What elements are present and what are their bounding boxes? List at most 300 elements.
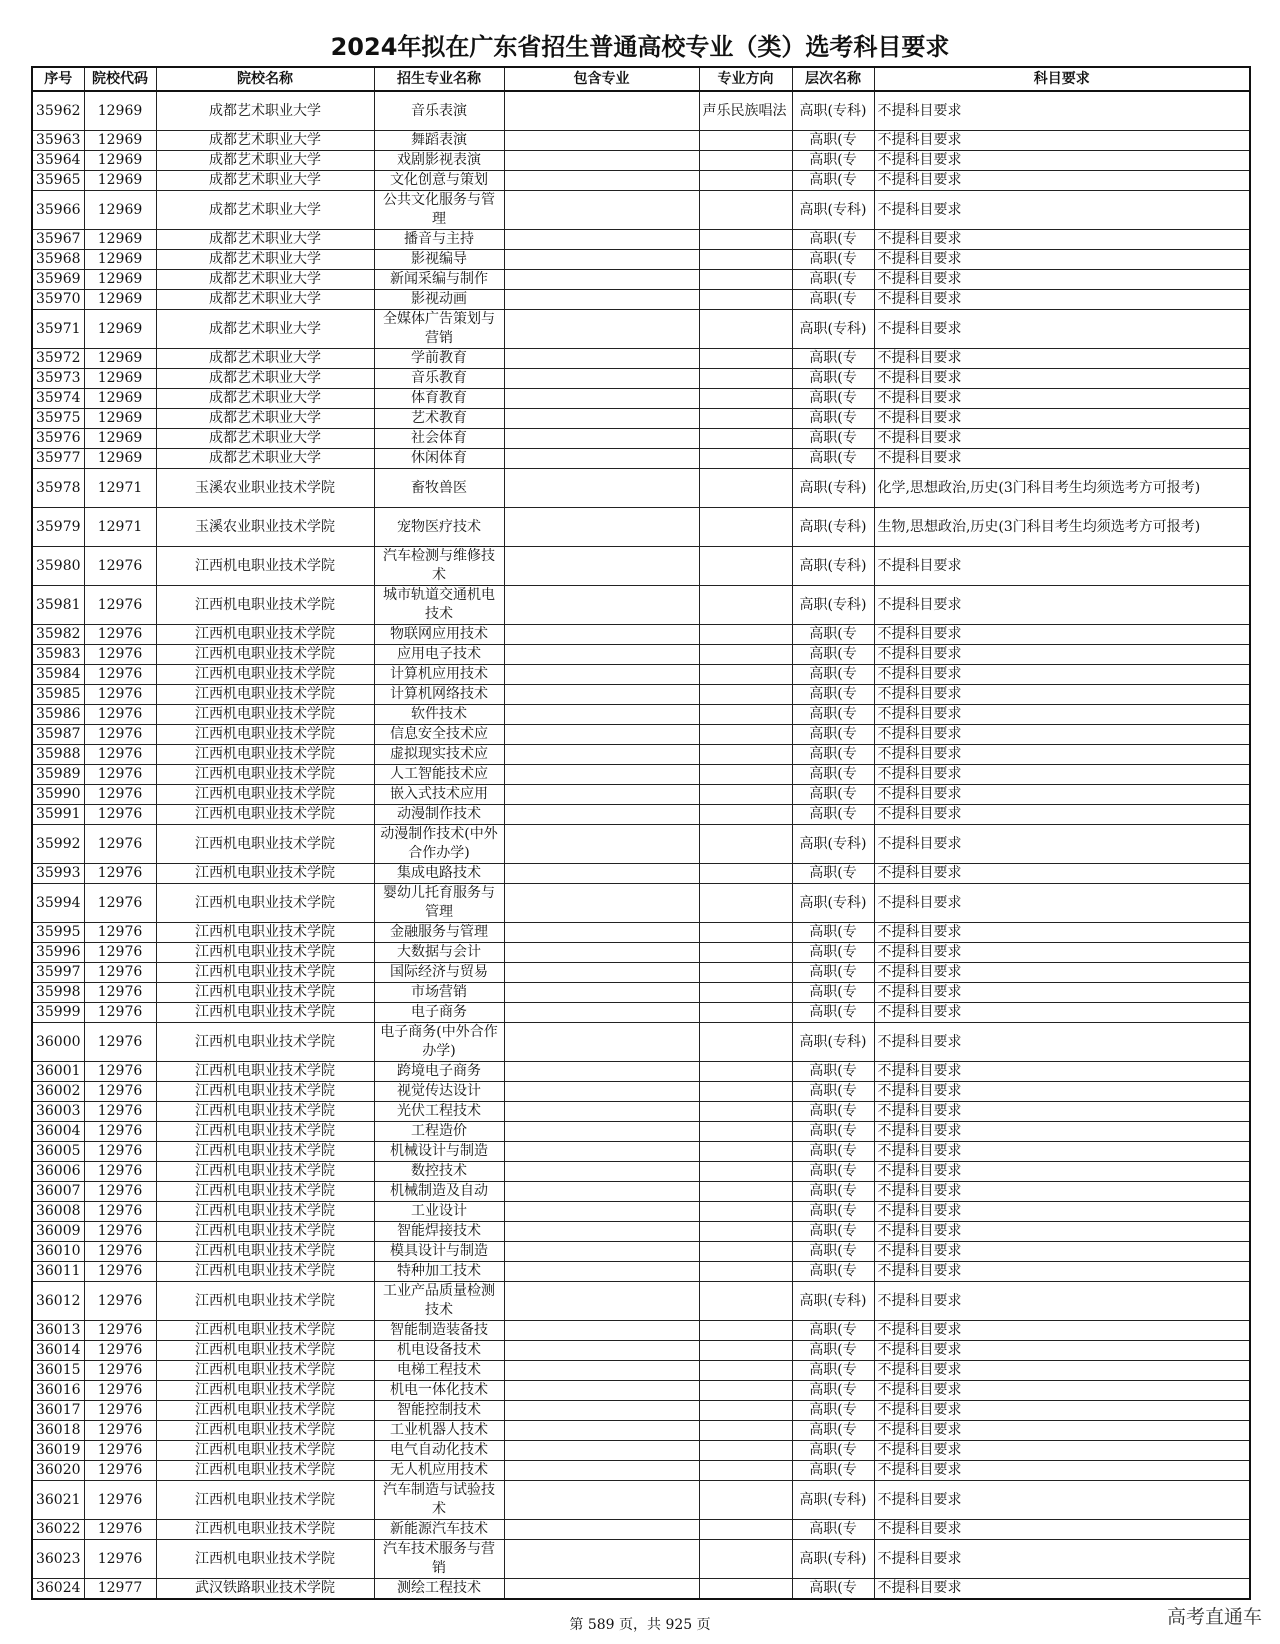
cell-subject-requirement: 不提科目要求 <box>874 705 1250 725</box>
cell-included-majors <box>504 270 699 290</box>
cell-major-direction <box>699 1202 792 1222</box>
cell-major-name: 信息安全技术应 <box>374 725 504 745</box>
cell-included-majors <box>504 923 699 943</box>
table-row <box>32 1162 1250 1182</box>
cell-seq: 35968 <box>32 250 84 270</box>
cell-seq: 36016 <box>32 1381 84 1401</box>
cell-major-name: 机电设备技术 <box>374 1341 504 1361</box>
cell-major-direction <box>699 586 792 625</box>
cell-seq: 35997 <box>32 963 84 983</box>
brand-label: 高考直通车 <box>1166 1606 1262 1628</box>
cell-seq: 35987 <box>32 725 84 745</box>
header-seq: 序号 <box>32 67 84 91</box>
cell-subject-requirement: 不提科目要求 <box>874 1162 1250 1182</box>
cell-seq: 35971 <box>32 310 84 349</box>
table-row <box>32 1461 1250 1481</box>
cell-level: 高职(专科) <box>792 191 874 230</box>
cell-major-name: 大数据与会计 <box>374 943 504 963</box>
table-row <box>32 963 1250 983</box>
cell-included-majors <box>504 805 699 825</box>
table-row <box>32 1222 1250 1242</box>
table-row <box>32 1481 1250 1520</box>
cell-seq: 35972 <box>32 349 84 369</box>
cell-subject-requirement: 不提科目要求 <box>874 1421 1250 1441</box>
cell-school-code: 12969 <box>84 171 156 191</box>
cell-seq: 35969 <box>32 270 84 290</box>
header-included-majors: 包含专业 <box>504 67 699 91</box>
cell-school-name: 成都艺术职业大学 <box>156 389 374 409</box>
cell-seq: 35975 <box>32 409 84 429</box>
cell-school-name: 江西机电职业技术学院 <box>156 943 374 963</box>
cell-major-name: 工业产品质量检测技术 <box>374 1282 504 1321</box>
cell-major-name: 畜牧兽医 <box>374 469 504 508</box>
cell-included-majors <box>504 1262 699 1282</box>
cell-subject-requirement: 不提科目要求 <box>874 409 1250 429</box>
cell-school-name: 玉溪农业职业技术学院 <box>156 469 374 508</box>
cell-school-name: 江西机电职业技术学院 <box>156 884 374 923</box>
cell-included-majors <box>504 1222 699 1242</box>
cell-major-name: 机电一体化技术 <box>374 1381 504 1401</box>
cell-major-name: 人工智能技术应 <box>374 765 504 785</box>
cell-subject-requirement: 不提科目要求 <box>874 1242 1250 1262</box>
header-school-code: 院校代码 <box>84 67 156 91</box>
cell-seq: 36017 <box>32 1401 84 1421</box>
table-row <box>32 429 1250 449</box>
cell-school-code: 12969 <box>84 131 156 151</box>
cell-major-direction <box>699 1401 792 1421</box>
cell-level: 高职(专 <box>792 1222 874 1242</box>
cell-major-name: 体育教育 <box>374 389 504 409</box>
cell-school-name: 武汉铁路职业技术学院 <box>156 1579 374 1600</box>
table-row <box>32 389 1250 409</box>
table-row <box>32 547 1250 586</box>
cell-school-code: 12976 <box>84 1182 156 1202</box>
cell-major-name: 智能制造装备技 <box>374 1321 504 1341</box>
cell-level: 高职(专 <box>792 765 874 785</box>
cell-school-name: 江西机电职业技术学院 <box>156 685 374 705</box>
cell-school-name: 江西机电职业技术学院 <box>156 745 374 765</box>
cell-school-code: 12969 <box>84 409 156 429</box>
cell-major-direction <box>699 745 792 765</box>
cell-subject-requirement: 不提科目要求 <box>874 171 1250 191</box>
cell-level: 高职(专科) <box>792 1540 874 1579</box>
cell-included-majors <box>504 1481 699 1520</box>
cell-subject-requirement: 不提科目要求 <box>874 1341 1250 1361</box>
cell-major-name: 国际经济与贸易 <box>374 963 504 983</box>
cell-subject-requirement: 不提科目要求 <box>874 884 1250 923</box>
table-row <box>32 131 1250 151</box>
cell-level: 高职(专科) <box>792 508 874 547</box>
cell-subject-requirement: 不提科目要求 <box>874 665 1250 685</box>
table-row <box>32 1122 1250 1142</box>
cell-seq: 36010 <box>32 1242 84 1262</box>
cell-major-direction <box>699 469 792 508</box>
cell-subject-requirement: 不提科目要求 <box>874 1062 1250 1082</box>
cell-school-name: 江西机电职业技术学院 <box>156 665 374 685</box>
cell-school-name: 成都艺术职业大学 <box>156 449 374 469</box>
cell-seq: 35970 <box>32 290 84 310</box>
cell-level: 高职(专 <box>792 1361 874 1381</box>
table-row <box>32 1381 1250 1401</box>
cell-level: 高职(专 <box>792 409 874 429</box>
cell-included-majors <box>504 825 699 864</box>
cell-major-name: 动漫制作技术 <box>374 805 504 825</box>
table-row <box>32 1321 1250 1341</box>
cell-major-direction <box>699 765 792 785</box>
cell-subject-requirement: 不提科目要求 <box>874 685 1250 705</box>
cell-major-direction <box>699 270 792 290</box>
cell-school-code: 12976 <box>84 864 156 884</box>
cell-level: 高职(专 <box>792 171 874 191</box>
cell-level: 高职(专 <box>792 1401 874 1421</box>
cell-seq: 36023 <box>32 1540 84 1579</box>
cell-level: 高职(专 <box>792 151 874 171</box>
cell-included-majors <box>504 884 699 923</box>
table-row <box>32 1421 1250 1441</box>
cell-major-direction <box>699 625 792 645</box>
cell-major-name: 光伏工程技术 <box>374 1102 504 1122</box>
cell-major-name: 智能控制技术 <box>374 1401 504 1421</box>
cell-school-code: 12976 <box>84 665 156 685</box>
cell-level: 高职(专 <box>792 1461 874 1481</box>
cell-included-majors <box>504 625 699 645</box>
cell-major-direction <box>699 1361 792 1381</box>
cell-level: 高职(专 <box>792 131 874 151</box>
table-row <box>32 1262 1250 1282</box>
cell-level: 高职(专 <box>792 1062 874 1082</box>
cell-level: 高职(专科) <box>792 469 874 508</box>
cell-level: 高职(专 <box>792 230 874 250</box>
cell-included-majors <box>504 151 699 171</box>
cell-seq: 36014 <box>32 1341 84 1361</box>
cell-school-name: 江西机电职业技术学院 <box>156 1082 374 1102</box>
cell-school-code: 12976 <box>84 586 156 625</box>
cell-level: 高职(专科) <box>792 825 874 864</box>
header-level: 层次名称 <box>792 67 874 91</box>
cell-included-majors <box>504 1162 699 1182</box>
cell-school-name: 江西机电职业技术学院 <box>156 1102 374 1122</box>
cell-subject-requirement: 不提科目要求 <box>874 645 1250 665</box>
cell-seq: 35976 <box>32 429 84 449</box>
cell-major-direction <box>699 1579 792 1600</box>
cell-school-name: 江西机电职业技术学院 <box>156 1381 374 1401</box>
cell-major-direction <box>699 389 792 409</box>
cell-seq: 35989 <box>32 765 84 785</box>
cell-major-direction <box>699 785 792 805</box>
table-row <box>32 785 1250 805</box>
cell-major-direction <box>699 1341 792 1361</box>
cell-major-direction <box>699 1162 792 1182</box>
cell-school-name: 江西机电职业技术学院 <box>156 1202 374 1222</box>
cell-seq: 35978 <box>32 469 84 508</box>
cell-included-majors <box>504 1421 699 1441</box>
cell-school-name: 江西机电职业技术学院 <box>156 705 374 725</box>
cell-level: 高职(专 <box>792 1142 874 1162</box>
cell-school-name: 江西机电职业技术学院 <box>156 1003 374 1023</box>
cell-included-majors <box>504 1202 699 1222</box>
cell-level: 高职(专 <box>792 1182 874 1202</box>
cell-included-majors <box>504 1182 699 1202</box>
cell-school-code: 12976 <box>84 745 156 765</box>
cell-level: 高职(专 <box>792 625 874 645</box>
cell-major-direction <box>699 151 792 171</box>
cell-major-name: 跨境电子商务 <box>374 1062 504 1082</box>
cell-major-direction <box>699 1142 792 1162</box>
cell-school-name: 江西机电职业技术学院 <box>156 625 374 645</box>
cell-subject-requirement: 不提科目要求 <box>874 91 1250 131</box>
cell-subject-requirement: 不提科目要求 <box>874 1401 1250 1421</box>
cell-included-majors <box>504 1520 699 1540</box>
cell-level: 高职(专 <box>792 983 874 1003</box>
table-row <box>32 449 1250 469</box>
cell-major-name: 宠物医疗技术 <box>374 508 504 547</box>
cell-seq: 36003 <box>32 1102 84 1122</box>
cell-seq: 36001 <box>32 1062 84 1082</box>
cell-level: 高职(专 <box>792 369 874 389</box>
cell-included-majors <box>504 230 699 250</box>
cell-subject-requirement: 不提科目要求 <box>874 765 1250 785</box>
cell-seq: 35980 <box>32 547 84 586</box>
table-row <box>32 1361 1250 1381</box>
cell-level: 高职(专 <box>792 1122 874 1142</box>
cell-included-majors <box>504 1242 699 1262</box>
cell-school-name: 江西机电职业技术学院 <box>156 1441 374 1461</box>
cell-school-name: 江西机电职业技术学院 <box>156 1520 374 1540</box>
header-major-name: 招生专业名称 <box>374 67 504 91</box>
cell-included-majors <box>504 1082 699 1102</box>
cell-subject-requirement: 不提科目要求 <box>874 151 1250 171</box>
cell-major-direction <box>699 1282 792 1321</box>
table-row <box>32 725 1250 745</box>
cell-included-majors <box>504 1361 699 1381</box>
table-row <box>32 685 1250 705</box>
cell-major-direction <box>699 1102 792 1122</box>
cell-seq: 35966 <box>32 191 84 230</box>
cell-school-code: 12976 <box>84 943 156 963</box>
cell-school-name: 成都艺术职业大学 <box>156 191 374 230</box>
cell-school-name: 江西机电职业技术学院 <box>156 1401 374 1421</box>
cell-school-name: 江西机电职业技术学院 <box>156 547 374 586</box>
cell-major-name: 虚拟现实技术应 <box>374 745 504 765</box>
cell-major-direction <box>699 1023 792 1062</box>
table-row <box>32 825 1250 864</box>
cell-major-direction <box>699 1481 792 1520</box>
cell-major-name: 计算机网络技术 <box>374 685 504 705</box>
cell-major-name: 无人机应用技术 <box>374 1461 504 1481</box>
cell-school-code: 12976 <box>84 1102 156 1122</box>
cell-major-direction <box>699 1461 792 1481</box>
cell-included-majors <box>504 1282 699 1321</box>
cell-level: 高职(专科) <box>792 91 874 131</box>
cell-level: 高职(专 <box>792 290 874 310</box>
cell-subject-requirement: 不提科目要求 <box>874 270 1250 290</box>
cell-school-name: 成都艺术职业大学 <box>156 250 374 270</box>
cell-included-majors <box>504 508 699 547</box>
cell-school-code: 12976 <box>84 923 156 943</box>
cell-major-direction <box>699 1003 792 1023</box>
cell-level: 高职(专 <box>792 805 874 825</box>
cell-level: 高职(专 <box>792 1520 874 1540</box>
cell-school-code: 12976 <box>84 1461 156 1481</box>
cell-subject-requirement: 不提科目要求 <box>874 923 1250 943</box>
cell-level: 高职(专 <box>792 250 874 270</box>
cell-major-name: 音乐表演 <box>374 91 504 131</box>
cell-major-direction <box>699 1540 792 1579</box>
cell-major-name: 模具设计与制造 <box>374 1242 504 1262</box>
cell-subject-requirement: 不提科目要求 <box>874 1023 1250 1062</box>
cell-subject-requirement: 不提科目要求 <box>874 1381 1250 1401</box>
cell-subject-requirement: 不提科目要求 <box>874 1202 1250 1222</box>
cell-seq: 36007 <box>32 1182 84 1202</box>
cell-major-name: 城市轨道交通机电技术 <box>374 586 504 625</box>
cell-school-name: 江西机电职业技术学院 <box>156 805 374 825</box>
table-row <box>32 310 1250 349</box>
cell-school-name: 成都艺术职业大学 <box>156 409 374 429</box>
cell-subject-requirement: 不提科目要求 <box>874 963 1250 983</box>
cell-subject-requirement: 不提科目要求 <box>874 1082 1250 1102</box>
cell-subject-requirement: 不提科目要求 <box>874 745 1250 765</box>
cell-major-name: 嵌入式技术应用 <box>374 785 504 805</box>
cell-school-name: 江西机电职业技术学院 <box>156 825 374 864</box>
cell-seq: 35965 <box>32 171 84 191</box>
cell-major-direction <box>699 864 792 884</box>
cell-level: 高职(专 <box>792 1321 874 1341</box>
table-row <box>32 1540 1250 1579</box>
cell-included-majors <box>504 1062 699 1082</box>
cell-school-code: 12976 <box>84 1122 156 1142</box>
cell-major-name: 休闲体育 <box>374 449 504 469</box>
cell-level: 高职(专科) <box>792 1282 874 1321</box>
table-row <box>32 1401 1250 1421</box>
cell-school-name: 成都艺术职业大学 <box>156 131 374 151</box>
cell-major-direction <box>699 665 792 685</box>
cell-included-majors <box>504 409 699 429</box>
cell-subject-requirement: 化学,思想政治,历史(3门科目考生均须选考方可报考) <box>874 469 1250 508</box>
cell-included-majors <box>504 369 699 389</box>
cell-school-code: 12969 <box>84 429 156 449</box>
cell-major-direction <box>699 508 792 547</box>
cell-major-direction <box>699 171 792 191</box>
cell-seq: 35999 <box>32 1003 84 1023</box>
cell-school-name: 江西机电职业技术学院 <box>156 1062 374 1082</box>
cell-major-name: 学前教育 <box>374 349 504 369</box>
cell-level: 高职(专 <box>792 1003 874 1023</box>
cell-major-name: 机械制造及自动 <box>374 1182 504 1202</box>
header-subject-requirement: 科目要求 <box>874 67 1250 91</box>
table-row <box>32 151 1250 171</box>
cell-major-name: 电梯工程技术 <box>374 1361 504 1381</box>
cell-seq: 35992 <box>32 825 84 864</box>
cell-school-code: 12976 <box>84 1003 156 1023</box>
cell-level: 高职(专 <box>792 270 874 290</box>
cell-subject-requirement: 不提科目要求 <box>874 310 1250 349</box>
cell-school-name: 江西机电职业技术学院 <box>156 963 374 983</box>
cell-major-direction <box>699 429 792 449</box>
cell-major-direction <box>699 547 792 586</box>
cell-included-majors <box>504 1401 699 1421</box>
cell-school-name: 江西机电职业技术学院 <box>156 864 374 884</box>
cell-level: 高职(专 <box>792 349 874 369</box>
cell-major-name: 社会体育 <box>374 429 504 449</box>
cell-included-majors <box>504 250 699 270</box>
cell-school-code: 12976 <box>84 785 156 805</box>
cell-major-direction <box>699 1441 792 1461</box>
cell-seq: 35986 <box>32 705 84 725</box>
cell-subject-requirement: 生物,思想政治,历史(3门科目考生均须选考方可报考) <box>874 508 1250 547</box>
cell-school-name: 江西机电职业技术学院 <box>156 1142 374 1162</box>
cell-included-majors <box>504 191 699 230</box>
cell-school-name: 成都艺术职业大学 <box>156 171 374 191</box>
cell-subject-requirement: 不提科目要求 <box>874 290 1250 310</box>
cell-major-name: 新闻采编与制作 <box>374 270 504 290</box>
cell-seq: 35981 <box>32 586 84 625</box>
cell-level: 高职(专 <box>792 389 874 409</box>
cell-school-code: 12976 <box>84 1401 156 1421</box>
cell-seq: 35988 <box>32 745 84 765</box>
cell-school-code: 12976 <box>84 625 156 645</box>
cell-school-name: 成都艺术职业大学 <box>156 349 374 369</box>
cell-school-name: 江西机电职业技术学院 <box>156 1222 374 1242</box>
cell-level: 高职(专 <box>792 923 874 943</box>
cell-major-direction <box>699 1421 792 1441</box>
cell-level: 高职(专 <box>792 1242 874 1262</box>
table-row <box>32 625 1250 645</box>
cell-included-majors <box>504 469 699 508</box>
cell-major-direction <box>699 1381 792 1401</box>
cell-major-name: 测绘工程技术 <box>374 1579 504 1600</box>
cell-included-majors <box>504 1341 699 1361</box>
cell-seq: 35967 <box>32 230 84 250</box>
cell-school-name: 江西机电职业技术学院 <box>156 645 374 665</box>
cell-seq: 35990 <box>32 785 84 805</box>
cell-major-direction <box>699 1122 792 1142</box>
cell-included-majors <box>504 864 699 884</box>
cell-included-majors <box>504 943 699 963</box>
cell-school-name: 成都艺术职业大学 <box>156 91 374 131</box>
cell-major-direction: 声乐民族唱法 <box>699 91 792 131</box>
cell-level: 高职(专 <box>792 1262 874 1282</box>
cell-subject-requirement: 不提科目要求 <box>874 389 1250 409</box>
cell-major-direction <box>699 825 792 864</box>
cell-school-code: 12976 <box>84 705 156 725</box>
cell-included-majors <box>504 349 699 369</box>
cell-school-code: 12976 <box>84 1321 156 1341</box>
table-row <box>32 250 1250 270</box>
cell-school-code: 12969 <box>84 191 156 230</box>
cell-school-name: 江西机电职业技术学院 <box>156 1282 374 1321</box>
cell-seq: 35977 <box>32 449 84 469</box>
cell-school-code: 12977 <box>84 1579 156 1600</box>
cell-seq: 36004 <box>32 1122 84 1142</box>
cell-included-majors <box>504 310 699 349</box>
cell-school-code: 12971 <box>84 508 156 547</box>
cell-included-majors <box>504 586 699 625</box>
cell-school-code: 12969 <box>84 91 156 131</box>
cell-school-code: 12969 <box>84 290 156 310</box>
cell-school-code: 12971 <box>84 469 156 508</box>
cell-included-majors <box>504 1381 699 1401</box>
cell-included-majors <box>504 1102 699 1122</box>
table-row <box>32 1579 1250 1600</box>
table-row <box>32 349 1250 369</box>
table-row <box>32 745 1250 765</box>
cell-school-code: 12976 <box>84 1202 156 1222</box>
cell-major-direction <box>699 1182 792 1202</box>
cell-subject-requirement: 不提科目要求 <box>874 1102 1250 1122</box>
cell-school-code: 12969 <box>84 369 156 389</box>
cell-school-name: 江西机电职业技术学院 <box>156 1162 374 1182</box>
cell-school-code: 12976 <box>84 1062 156 1082</box>
